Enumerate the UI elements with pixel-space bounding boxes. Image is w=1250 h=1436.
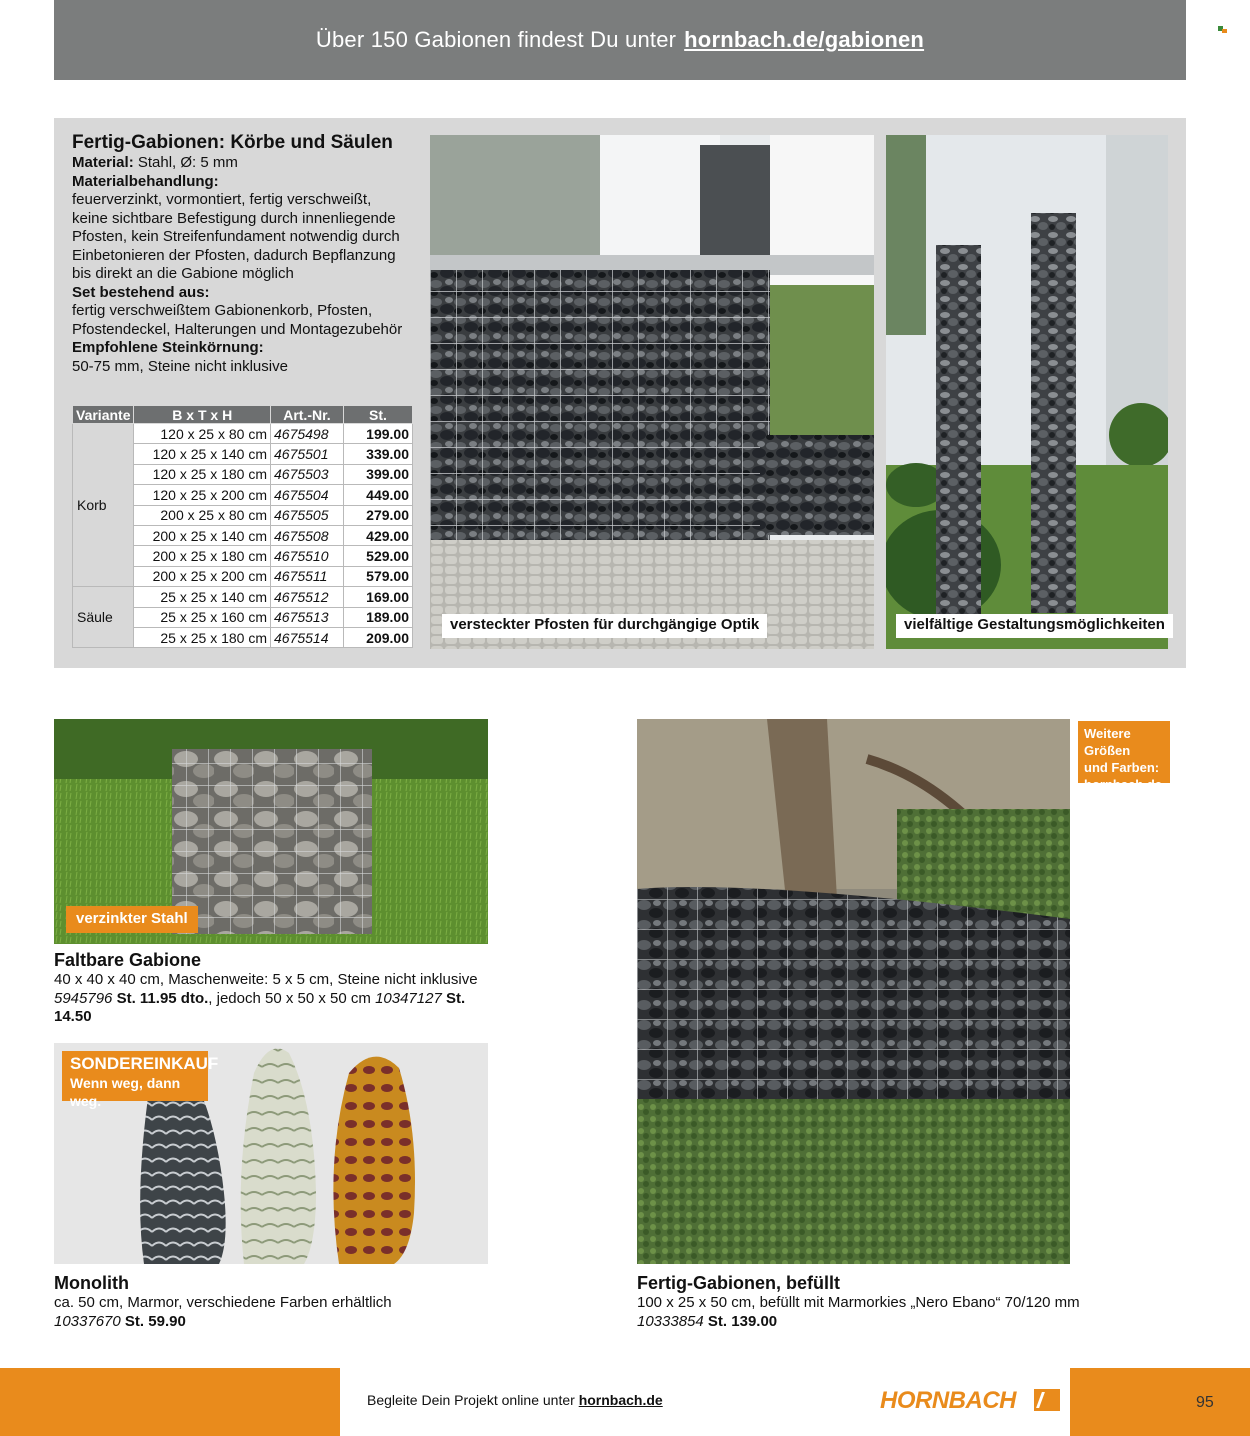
size-cell: 25 x 25 x 160 cm bbox=[134, 607, 271, 627]
caption-design-options: vielfältige Gestaltungsmöglichkeiten bbox=[896, 614, 1173, 638]
footer-text: Begleite Dein Projekt online unter hornbach.de bbox=[367, 1392, 663, 1408]
monolith-title: Monolith bbox=[54, 1273, 129, 1293]
size-cell: 200 x 25 x 80 cm bbox=[134, 505, 271, 525]
grain-label: Empfohlene Steinkörnung: bbox=[72, 339, 264, 356]
page-number: 95 bbox=[1196, 1394, 1214, 1411]
price-cell: 529.00 bbox=[343, 546, 412, 566]
size-cell: 25 x 25 x 140 cm bbox=[134, 587, 271, 607]
size-cell: 200 x 25 x 140 cm bbox=[134, 525, 271, 545]
art-cell: 4675514 bbox=[271, 627, 344, 647]
hornbach-logo: HORNBACH bbox=[880, 1387, 1016, 1414]
monolith-price-line: 10337670 St. 59.90 bbox=[54, 1312, 186, 1330]
set-line: fertig verschweißtem Gabionenkorb, Pfosten, bbox=[72, 302, 373, 319]
price-cell: 429.00 bbox=[343, 525, 412, 545]
set-line: Pfostendeckel, Halterungen und Montagezubehör bbox=[72, 320, 403, 338]
art-cell: 4675511 bbox=[271, 566, 344, 586]
foldable-price-line: 5945796 St. 11.95 dto., jedoch 50 x 50 x 50 cm 10347127 St. 14.50 bbox=[54, 989, 466, 1025]
variant-korb: Korb bbox=[73, 424, 134, 587]
variant-saeule: Säule bbox=[73, 587, 134, 648]
price-cell: 279.00 bbox=[343, 505, 412, 525]
hornbach-logo-icon bbox=[1034, 1389, 1060, 1411]
monolith-info bbox=[54, 1273, 504, 1331]
treatment-line: Pfosten, kein Streifenfundament notwendig durch bbox=[72, 228, 400, 245]
art-cell: 4675508 bbox=[271, 525, 344, 545]
badge-special-purchase bbox=[62, 1051, 219, 1109]
price-cell: 399.00 bbox=[343, 464, 412, 484]
filled-price-line: 10333854 St. 139.00 bbox=[637, 1312, 778, 1330]
treatment-label: Materialbehandlung: bbox=[72, 172, 219, 190]
special-purchase-sub: Wenn weg, dann weg. bbox=[70, 1075, 181, 1109]
price-cell: 449.00 bbox=[343, 485, 412, 505]
photo-gabion-wall bbox=[430, 135, 874, 649]
size-cell: 200 x 25 x 180 cm bbox=[134, 546, 271, 566]
product-spec bbox=[72, 132, 418, 376]
price-table bbox=[72, 405, 413, 648]
art-cell: 4675501 bbox=[271, 444, 344, 464]
footer-link[interactable]: hornbach.de bbox=[578, 1392, 663, 1408]
caption-hidden-post: versteckter Pfosten für durchgängige Optik bbox=[442, 614, 767, 638]
art-cell: 4675510 bbox=[271, 546, 344, 566]
filled-desc: 100 x 25 x 50 cm, befüllt mit Marmorkies „Nero Ebano“ 70/120 mm bbox=[637, 1294, 1080, 1311]
art-cell: 4675503 bbox=[271, 464, 344, 484]
table-row bbox=[73, 424, 413, 444]
size-cell: 120 x 25 x 140 cm bbox=[134, 444, 271, 464]
photo-gabion-columns-image bbox=[886, 135, 1168, 649]
price-cell: 199.00 bbox=[343, 424, 412, 444]
top-banner bbox=[54, 0, 1186, 80]
art-cell: 4675504 bbox=[271, 485, 344, 505]
table-row bbox=[73, 587, 413, 607]
size-cell: 25 x 25 x 180 cm bbox=[134, 627, 271, 647]
photo-gabion-wall-image bbox=[430, 135, 874, 649]
photo-filled-gabions-image bbox=[637, 719, 1070, 1264]
product-title: Fertig-Gabionen: Körbe und Säulen bbox=[72, 132, 393, 153]
more-sizes-link[interactable]: hornbach.de bbox=[1084, 777, 1163, 792]
col-variant: Variante bbox=[73, 406, 134, 424]
price-cell: 209.00 bbox=[343, 627, 412, 647]
more-sizes-line1: Weitere Größen bbox=[1084, 726, 1131, 758]
photo-filled-gabions bbox=[637, 719, 1070, 1264]
art-cell: 4675513 bbox=[271, 607, 344, 627]
col-price: St. bbox=[343, 406, 412, 424]
price-cell: 169.00 bbox=[343, 587, 412, 607]
filled-gabion-info bbox=[637, 1273, 1157, 1331]
size-cell: 120 x 25 x 200 cm bbox=[134, 485, 271, 505]
corner-mark-icon bbox=[1218, 26, 1228, 36]
size-cell: 120 x 25 x 180 cm bbox=[134, 464, 271, 484]
col-size: B x T x H bbox=[134, 406, 271, 424]
photo-gabion-columns bbox=[886, 135, 1168, 649]
size-cell: 120 x 25 x 80 cm bbox=[134, 424, 271, 444]
price-cell: 189.00 bbox=[343, 607, 412, 627]
table-header-row bbox=[73, 406, 413, 424]
price-cell: 579.00 bbox=[343, 566, 412, 586]
foldable-title: Faltbare Gabione bbox=[54, 950, 202, 970]
foldable-gabion-info bbox=[54, 950, 504, 1027]
banner-text: Über 150 Gabionen findest Du unter bbox=[315, 27, 677, 52]
treatment-line: Einbetonieren der Pfosten, dadurch Bepflanzung bbox=[72, 246, 396, 264]
size-cell: 200 x 25 x 200 cm bbox=[134, 566, 271, 586]
more-sizes-line2: und Farben: bbox=[1084, 760, 1160, 775]
treatment-line: feuerverzinkt, vormontiert, fertig verschweißt, bbox=[72, 191, 372, 208]
banner-link[interactable]: hornbach.de/gabionen bbox=[684, 27, 925, 52]
art-cell: 4675498 bbox=[271, 424, 344, 444]
price-cell: 339.00 bbox=[343, 444, 412, 464]
badge-more-sizes bbox=[1078, 721, 1170, 792]
col-art: Art.-Nr. bbox=[271, 406, 344, 424]
art-cell: 4675505 bbox=[271, 505, 344, 525]
badge-galvanized-steel: verzinkter Stahl bbox=[66, 906, 198, 933]
material-line: Material: Stahl, Ø: 5 mm bbox=[72, 154, 238, 171]
foldable-desc: 40 x 40 x 40 cm, Maschenweite: 5 x 5 cm, Steine nicht inklusive bbox=[54, 971, 478, 988]
set-label: Set bestehend aus: bbox=[72, 283, 210, 301]
monolith-desc: ca. 50 cm, Marmor, verschiedene Farben erhältlich bbox=[54, 1294, 392, 1311]
special-purchase-title: SONDEREINKAUF bbox=[70, 1054, 219, 1073]
treatment-line: keine sichtbare Befestigung durch innenliegende bbox=[72, 209, 396, 227]
art-cell: 4675512 bbox=[271, 587, 344, 607]
grain-value: 50-75 mm, Steine nicht inklusive bbox=[72, 357, 288, 375]
treatment-line: bis direkt an die Gabione möglich bbox=[72, 265, 294, 282]
filled-title: Fertig-Gabionen, befüllt bbox=[637, 1273, 840, 1293]
